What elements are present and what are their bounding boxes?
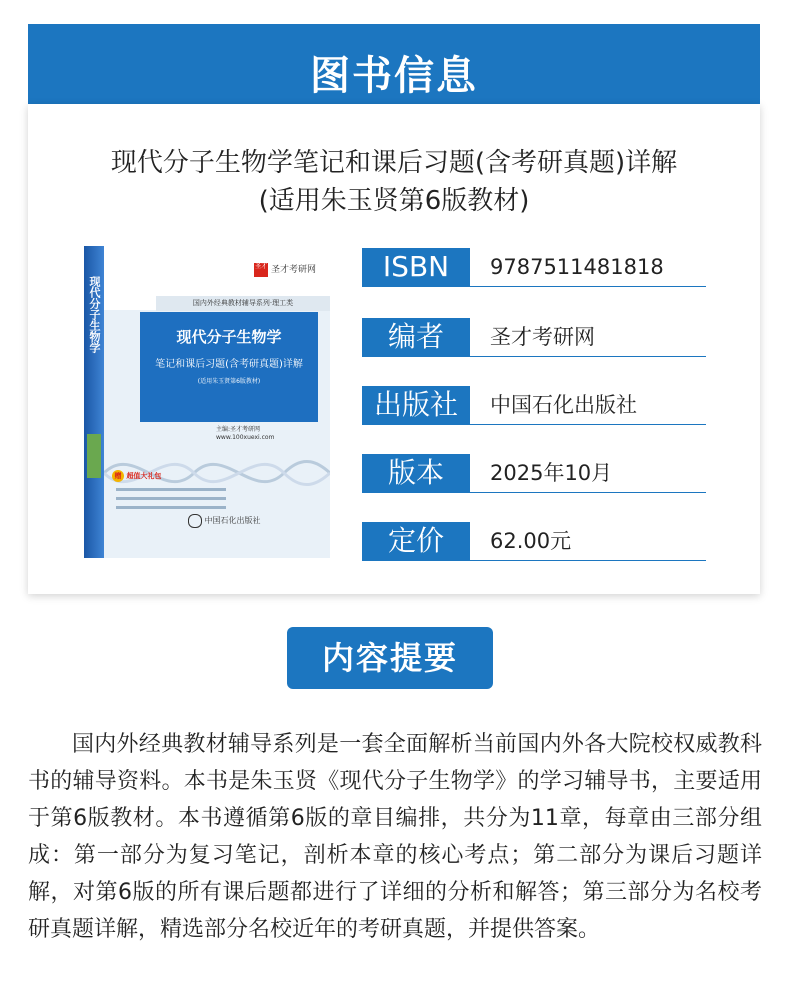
cover-series: 国内外经典教材辅导系列·理工类 [156, 296, 330, 311]
cover-brand: 圣才 圣才考研网 [255, 262, 316, 275]
gift-badge-icon: 赠 [112, 470, 124, 482]
spine-title: 现代分子生物学 [88, 276, 101, 353]
info-value: 9787511481818 [490, 255, 664, 279]
cover-author: 主编:圣才考研网 www.100xuexi.com [216, 426, 275, 441]
info-label: 版本 [362, 454, 470, 492]
info-label: ISBN [362, 248, 470, 286]
info-label: 出版社 [362, 386, 470, 424]
book-cover-image [84, 246, 330, 558]
summary-paragraph: 国内外经典教材辅导系列是一套全面解析当前国内外各大院校权威教科书的辅导资料。本书是朱玉贤《现代分子生物学》的学习辅导书，主要适用于第6版教材。本书遵循第6版的章目编排，共分为11章，每章由三部分组成：第一部分为复习笔记，剖析本章的核心考点；第二部分为课后习题详解，对第6版的所有课后题都进行了详细的分析和解答；第三部分为名校考研真题详解，精选部分名校近年的考研真题，并提供答案。 [28, 732, 762, 942]
cover-title-panel [140, 312, 318, 422]
page-title: 图书信息 [310, 53, 478, 99]
info-value: 62.00元 [490, 529, 572, 553]
summary-heading: 内容提要 [287, 627, 493, 689]
cover-gift: 赠 超值大礼包 [112, 470, 161, 482]
book-title-line2: (适用朱玉贤第6版教材) [258, 186, 530, 216]
info-value: 2025年10月 [490, 461, 613, 485]
book-title [28, 144, 760, 220]
info-row-price [362, 522, 706, 561]
info-row-isbn [362, 248, 706, 287]
cover-publisher: 中国石化出版社 [188, 514, 261, 528]
info-label: 定价 [362, 522, 470, 560]
cover-subtitle: 笔记和课后习题(含考研真题)详解 [155, 359, 303, 370]
info-row-publisher [362, 386, 706, 425]
brand-logo-icon: 圣才 [254, 263, 268, 277]
book-title-line1: 现代分子生物学笔记和课后习题(含考研真题)详解 [110, 148, 678, 178]
info-row-editor [362, 318, 706, 357]
info-row-edition [362, 454, 706, 493]
cover-front [104, 246, 330, 558]
publisher-logo-icon [188, 514, 202, 528]
cover-gift-details [116, 488, 226, 515]
spine-stripe [87, 434, 101, 478]
cover-edition-note: (适用朱玉贤第6版教材) [197, 378, 261, 385]
info-label: 编者 [362, 318, 470, 356]
cover-spine [84, 246, 104, 558]
info-value: 圣才考研网 [490, 325, 595, 349]
info-value: 中国石化出版社 [490, 393, 637, 417]
cover-main-title: 现代分子生物学 [176, 328, 282, 346]
book-info-card [28, 104, 760, 594]
